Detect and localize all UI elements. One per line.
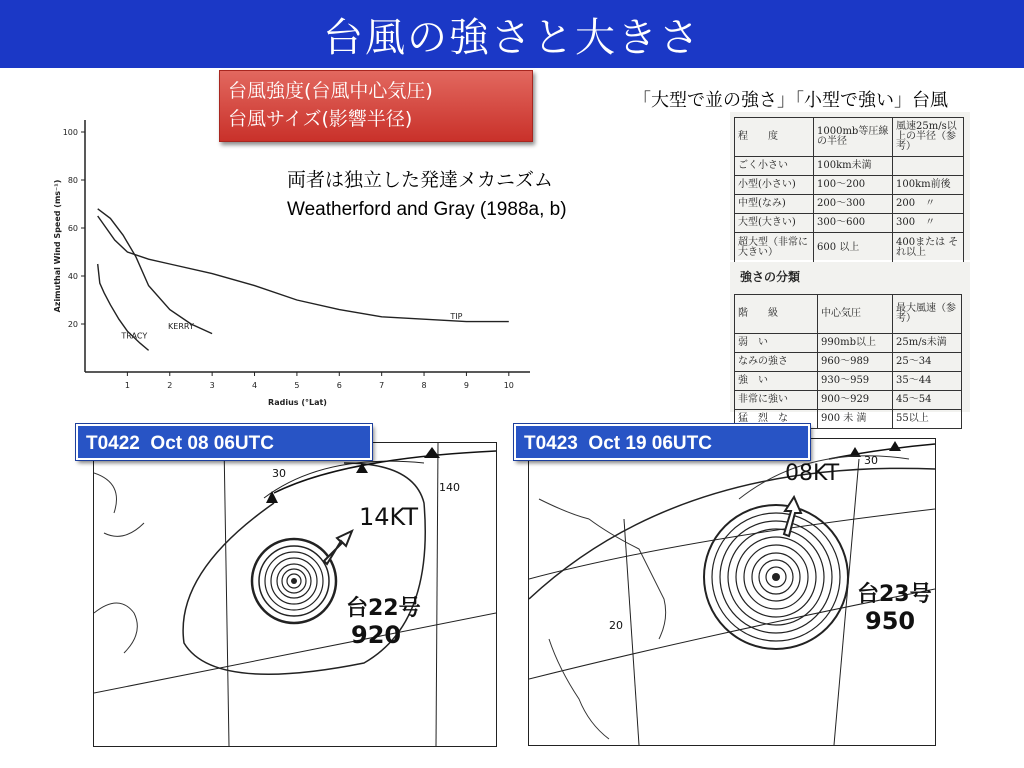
table-cell: 100km前後: [893, 176, 964, 195]
table-cell: 200～300: [814, 195, 893, 214]
table-cell: [893, 157, 964, 176]
chart-series: [98, 209, 509, 351]
table-row: [735, 176, 964, 195]
size-table-image: [730, 112, 970, 260]
table-cell: 25m/s未満: [893, 334, 962, 353]
definition-size: 台風サイズ(影響半径): [228, 108, 413, 130]
map-label-t0423: T0423 Oct 19 06UTC: [514, 424, 810, 460]
table-cell: 300～600: [814, 214, 893, 233]
x-tick-label: 3: [209, 381, 215, 390]
map-lat-label: 30: [272, 467, 286, 480]
table-row: [735, 353, 962, 372]
map-pressure-label: 920: [351, 621, 402, 649]
table-cell: 中型(なみ): [735, 195, 814, 214]
weather-map-drawing: [94, 443, 496, 746]
table-cell: 300 〃: [893, 214, 964, 233]
size-header-wind: 風速25m/s以上の半径（参考）: [893, 118, 964, 157]
mechanism-line: 両者は独立した発達メカニズム: [287, 170, 554, 191]
map-pressure-label: 950: [865, 607, 916, 635]
table-cell: 55以上: [893, 410, 962, 429]
x-tick-label: 6: [336, 381, 342, 390]
mechanism-reference: Weatherford and Gray (1988a, b): [287, 199, 567, 220]
y-axis-label: Azimuthal Wind Speed (ms⁻¹): [53, 179, 62, 313]
table-cell: 900～929: [818, 391, 893, 410]
table-cell: 35～44: [893, 372, 962, 391]
strength-header-class: 階 級: [735, 295, 818, 334]
y-tick-label: 20: [67, 320, 78, 329]
size-table: [734, 117, 964, 264]
table-cell: 930～959: [818, 372, 893, 391]
series-line-kerry: [98, 209, 212, 334]
map-lon-label: 20: [609, 619, 623, 632]
y-tick-label: 100: [62, 128, 78, 137]
movement-arrow-icon: [324, 531, 352, 564]
series-label: TRACY: [121, 331, 148, 341]
table-row: [735, 157, 964, 176]
table-cell: 45～54: [893, 391, 962, 410]
table-cell: 強 い: [735, 372, 818, 391]
table-cell: 600 以上: [814, 233, 893, 264]
x-tick-label: 5: [294, 381, 300, 390]
table-cell: 弱 い: [735, 334, 818, 353]
typhoon-isobars: [704, 505, 848, 649]
chart-axes: [81, 120, 530, 376]
y-tick-label: 40: [67, 272, 78, 281]
table-cell: 900 未 満: [818, 410, 893, 429]
y-tick-label: 80: [67, 176, 78, 185]
x-tick-label: 7: [379, 381, 385, 390]
y-tick-label: 60: [67, 224, 78, 233]
table-cell: 非常に強い: [735, 391, 818, 410]
typhoon-isobars: [252, 539, 336, 623]
table-cell: 猛 烈 な: [735, 410, 818, 429]
map-label-t0422: T0422 Oct 08 06UTC: [76, 424, 372, 460]
x-tick-label: 8: [421, 381, 427, 390]
page-title: 台風の強さと大きさ: [323, 14, 701, 61]
table-row: [735, 195, 964, 214]
typhoon-type-quote: 「大型で並の強さ」「小型で強い」台風: [633, 90, 948, 111]
definition-intensity: 台風強度(台風中心気圧): [228, 80, 433, 102]
table-cell: 200 〃: [893, 195, 964, 214]
wind-profile-chart: [40, 110, 550, 410]
strength-table-image: [730, 262, 970, 424]
series-line-tip: [98, 216, 509, 322]
chart-labels: [53, 128, 514, 407]
table-cell: 25～34: [893, 353, 962, 372]
size-header-radius: 1000mb等圧線の半径: [814, 118, 893, 157]
x-tick-label: 2: [167, 381, 173, 390]
x-tick-label: 10: [503, 381, 514, 390]
table-row: [735, 372, 962, 391]
series-label: KERRY: [168, 321, 194, 331]
x-tick-label: 4: [251, 381, 258, 390]
title-bar: [0, 0, 1024, 68]
map-typhoon-label: 台22号: [346, 596, 421, 621]
weather-map-t0423: [528, 438, 936, 746]
table-row: [735, 391, 962, 410]
table-row: [735, 214, 964, 233]
table-cell: 超大型（非常に大きい）: [735, 233, 814, 264]
table-cell: ごく小さい: [735, 157, 814, 176]
strength-header-wind: 最大風速（参考）: [893, 295, 962, 334]
map-lon-label: 140: [439, 481, 460, 494]
table-row: [735, 233, 964, 264]
map-speed-label: 14KT: [359, 503, 419, 531]
x-tick-label: 9: [463, 381, 469, 390]
table-cell: 990mb以上: [818, 334, 893, 353]
table-cell: 400または それ以上: [893, 233, 964, 264]
table-cell: なみの強さ: [735, 353, 818, 372]
map-typhoon-label: 台23号: [857, 582, 932, 607]
map-speed-label: 08KT: [785, 461, 840, 486]
map-lat-label: 30: [864, 454, 878, 467]
strength-table: [734, 294, 962, 429]
strength-header-pressure: 中心気圧: [818, 295, 893, 334]
series-label: TIP: [450, 312, 463, 322]
table-cell: 大型(大きい): [735, 214, 814, 233]
table-cell: 100～200: [814, 176, 893, 195]
table-row: [735, 334, 962, 353]
size-header-degree: 程 度: [735, 118, 814, 157]
x-axis-label: Radius (°Lat): [268, 398, 327, 407]
x-tick-label: 1: [124, 381, 130, 390]
weather-map-t0422: [93, 442, 497, 747]
table-cell: 100km未満: [814, 157, 893, 176]
strength-table-title: 強さの分類: [740, 270, 801, 284]
table-cell: 小型(小さい): [735, 176, 814, 195]
table-cell: 960～989: [818, 353, 893, 372]
